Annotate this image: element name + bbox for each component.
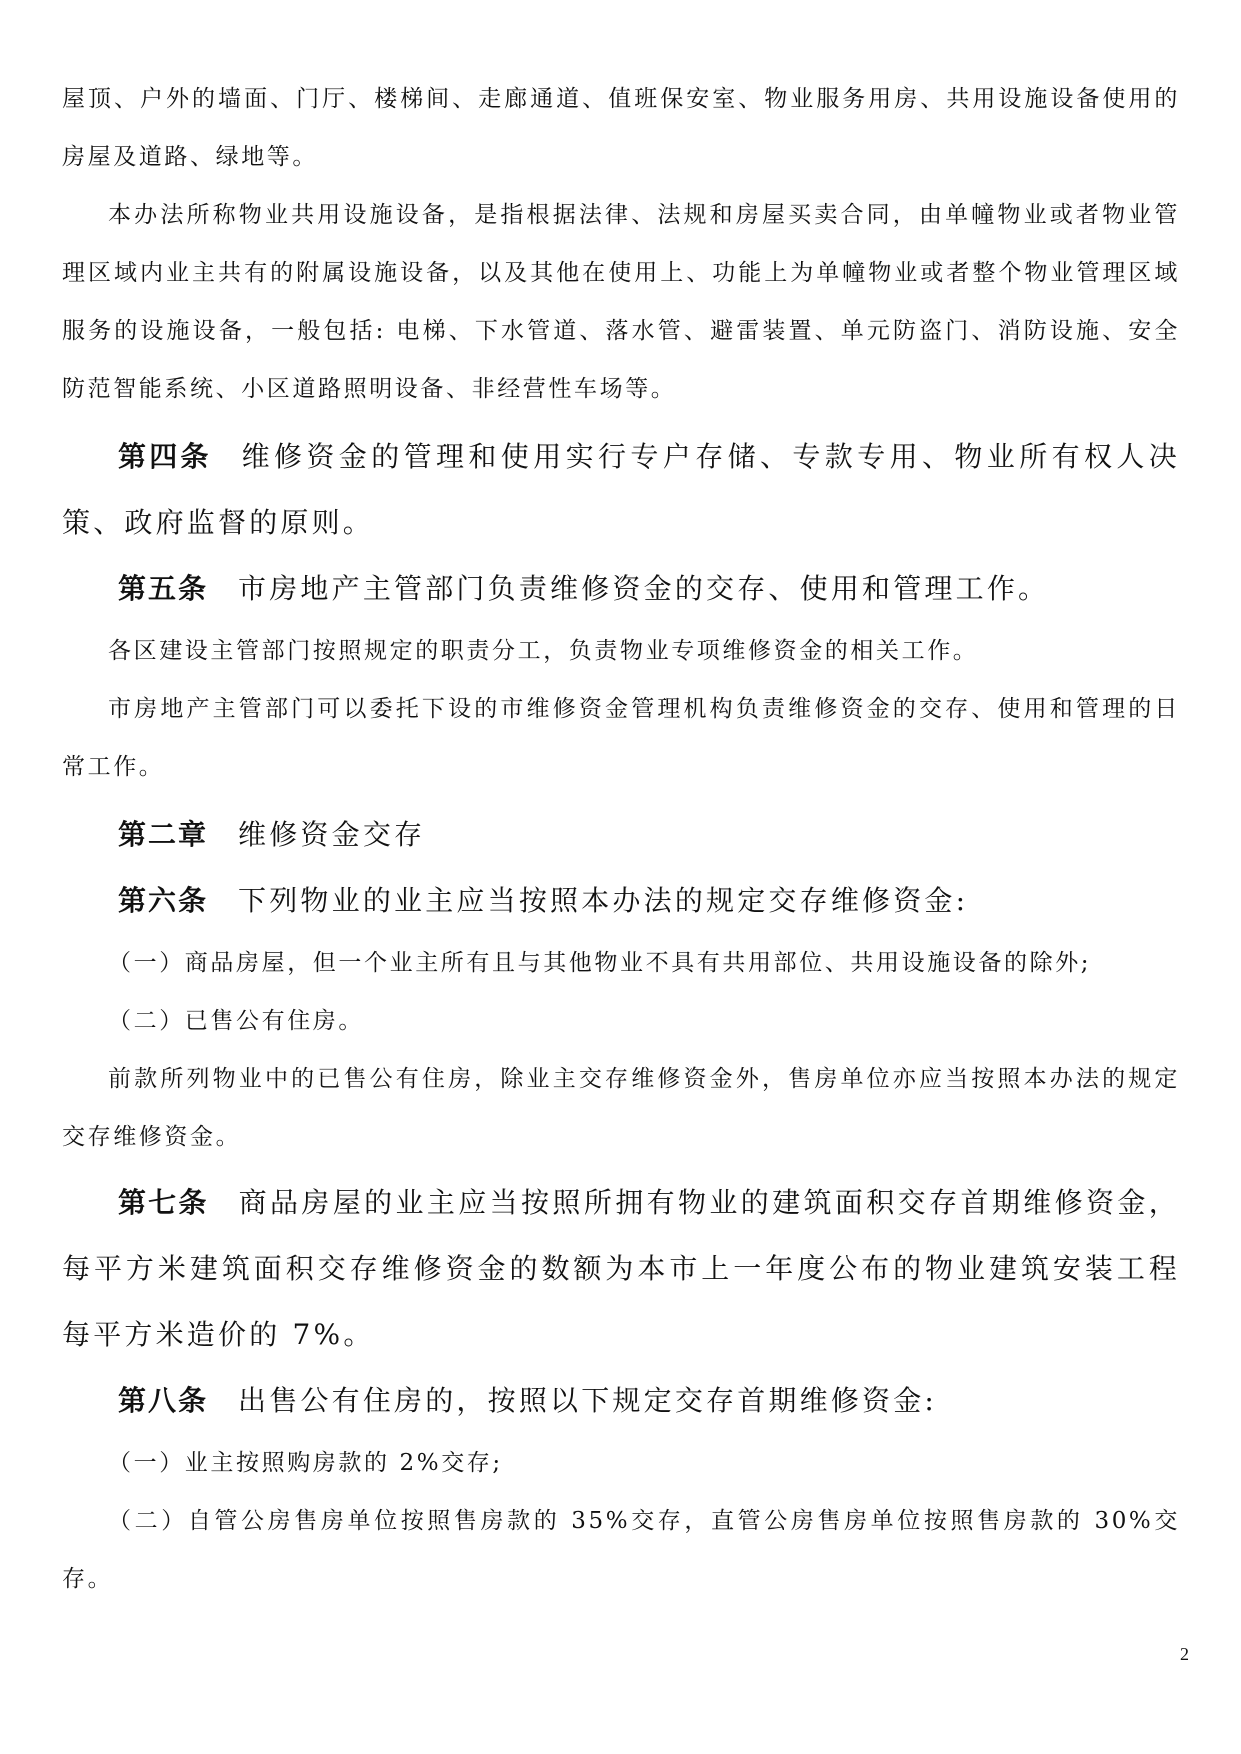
paragraph-district-departments: 各区建设主管部门按照规定的职责分工，负责物业专项维修资金的相关工作。 bbox=[108, 638, 979, 664]
article-8-heading: 第八条 bbox=[118, 1384, 209, 1417]
page-number: 2 bbox=[1180, 1644, 1189, 1664]
paragraph-common-facilities-definition: 本办法所称物业共用设施设备，是指根据法律、法规和房屋买卖合同，由单幢物业或者物业管理区域内业主共有的附属设施设备，以及其他在使用上、功能上为单幢物业或者整个物业管理区域服务的设施设备，一般包括: 电梯、下水管道、落水管、避雷装置、单元防盗门、消防设施、安全防范智能系统、小区道路照明设备、非经营性车场等。 bbox=[62, 202, 1180, 402]
article-5-text: 市房地产主管部门负责维修资金的交存、使用和管理工作。 bbox=[238, 572, 1050, 605]
article-5 bbox=[62, 556, 1180, 622]
article-7-text: 商品房屋的业主应当按照所拥有物业的建筑面积交存首期维修资金，每平方米建筑面积交存维修资金的数额为本市上一年度公布的物业建筑安装工程每平方米造价的 7%。 bbox=[62, 1186, 1180, 1351]
paragraph-public-housing-deposit: 前款所列物业中的已售公有住房，除业主交存维修资金外，售房单位亦应当按照本办法的规定交存维修资金。 bbox=[62, 1066, 1180, 1150]
article-8-item-2: （二）自管公房售房单位按照售房款的 35%交存，直管公房售房单位按照售房款的 30%交存。 bbox=[62, 1508, 1180, 1592]
document-page bbox=[62, 70, 1180, 1608]
article-8 bbox=[62, 1368, 1180, 1434]
article-6-heading: 第六条 bbox=[118, 884, 209, 917]
article-6-item-1: （一）商品房屋，但一个业主所有且与其他物业不具有共用部位、共用设施设备的除外; bbox=[108, 950, 1092, 976]
article-6-item-2: （二）已售公有住房。 bbox=[108, 1008, 364, 1034]
article-6 bbox=[62, 868, 1180, 934]
article-8-text: 出售公有住房的，按照以下规定交存首期维修资金: bbox=[238, 1384, 938, 1417]
article-6-text: 下列物业的业主应当按照本办法的规定交存维修资金: bbox=[238, 884, 969, 917]
article-5-heading: 第五条 bbox=[118, 572, 209, 605]
article-7 bbox=[62, 1170, 1180, 1368]
article-4-heading: 第四条 bbox=[118, 440, 212, 473]
chapter-2 bbox=[62, 802, 1180, 868]
chapter-2-heading: 第二章 bbox=[118, 818, 209, 851]
paragraph-common-parts-continued: 屋顶、户外的墙面、门厅、楼梯间、走廊通道、值班保安室、物业服务用房、共用设施设备使用的房屋及道路、绿地等。 bbox=[62, 86, 1180, 170]
article-7-heading: 第七条 bbox=[118, 1186, 209, 1219]
article-4-text: 维修资金的管理和使用实行专户存储、专款专用、物业所有权人决策、政府监督的原则。 bbox=[62, 440, 1180, 539]
chapter-2-title: 维修资金交存 bbox=[238, 818, 426, 851]
article-8-item-1: （一）业主按照购房款的 2%交存; bbox=[108, 1450, 503, 1476]
article-4 bbox=[62, 424, 1180, 556]
paragraph-delegation: 市房地产主管部门可以委托下设的市维修资金管理机构负责维修资金的交存、使用和管理的日常工作。 bbox=[62, 696, 1180, 780]
